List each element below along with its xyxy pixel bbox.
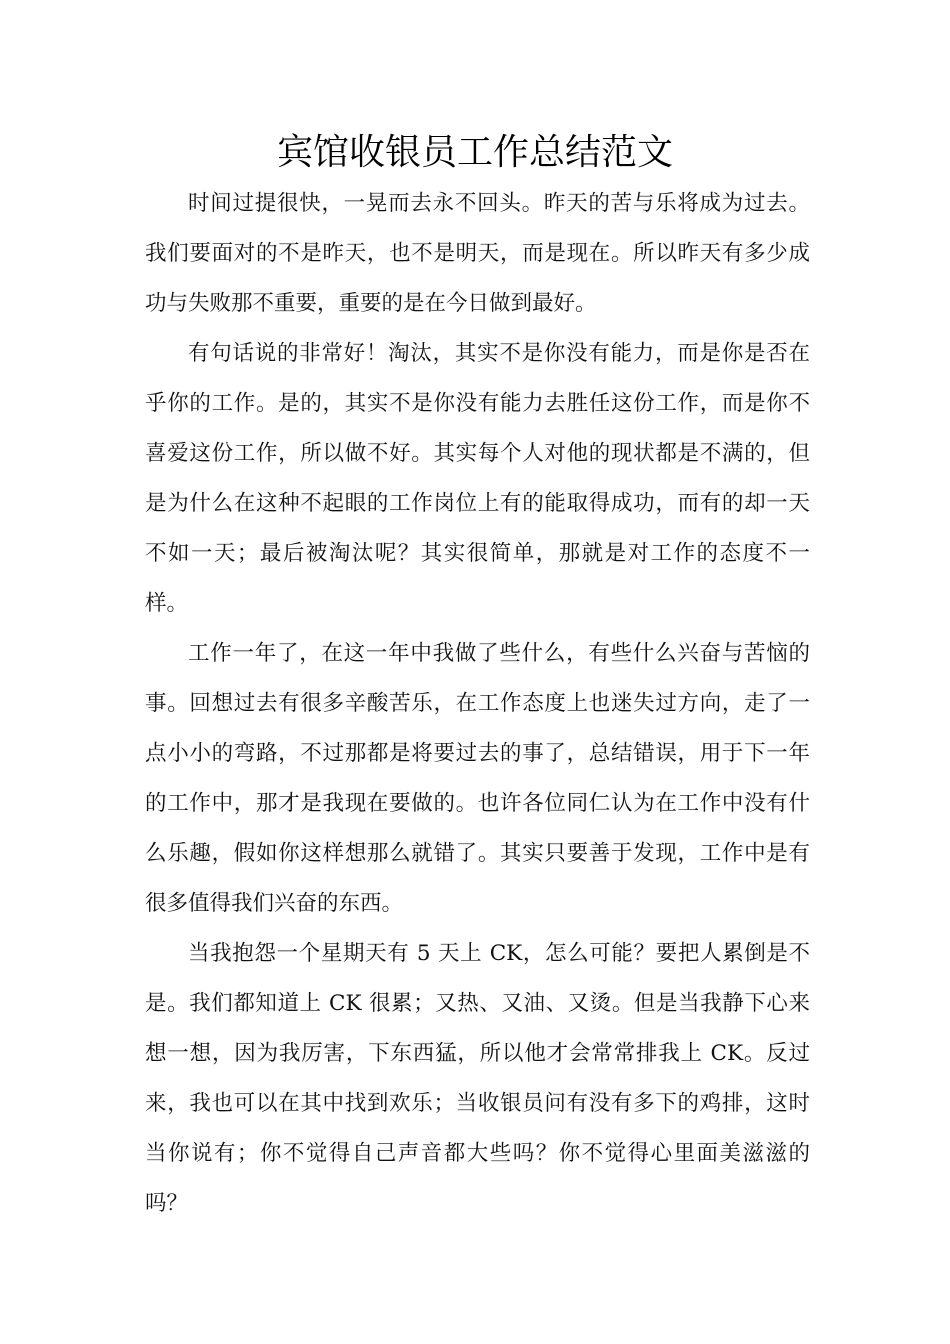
document-body (145, 179, 810, 1229)
paragraph-1: 时间过提很快，一晃而去永不回头。昨天的苦与乐将成为过去。我们要面对的不是昨天，也不是明天，而是现在。所以昨天有多少成功与失败那不重要，重要的是在今日做到最好。 (145, 191, 810, 316)
paragraph-2: 有句话说的非常好！淘汰，其实不是你没有能力，而是你是否在乎你的工作。是的，其实不是你没有能力去胜任这份工作，而是你不喜爱这份工作，所以做不好。其实每个人对他的现状都是不满的，但是为什么在这种不起眼的工作岗位上有的能取得成功，而有的却一天不如一天；最后被淘汰呢？其实很简单，那就是对工作的态度不一样。 (145, 341, 810, 616)
document-title: 宾馆收银员工作总结范文 (276, 132, 673, 173)
paragraph-4: 当我抱怨一个星期天有 5 天上 CK，怎么可能？要把人累倒是不是。我们都知道上 CK 很累；又热、又油、又烫。但是当我静下心来想一想，因为我厉害，下东西猛，所以他才会常常排我上 CK。反过来，我也可以在其中找到欢乐；当收银员问有没有多下的鸡排，这时当你说有；你不觉得自己声音都大些吗？你不觉得心里面美滋滋的吗？ (145, 941, 810, 1216)
paragraph-3: 工作一年了，在这一年中我做了些什么，有些什么兴奋与苦恼的事。回想过去有很多辛酸苦乐，在工作态度上也迷失过方向，走了一点小小的弯路，不过那都是将要过去的事了，总结错误，用于下一年的工作中，那才是我现在要做的。也许各位同仁认为在工作中没有什么乐趣，假如你这样想那么就错了。其实只要善于发现，工作中是有很多值得我们兴奋的东西。 (145, 641, 810, 916)
